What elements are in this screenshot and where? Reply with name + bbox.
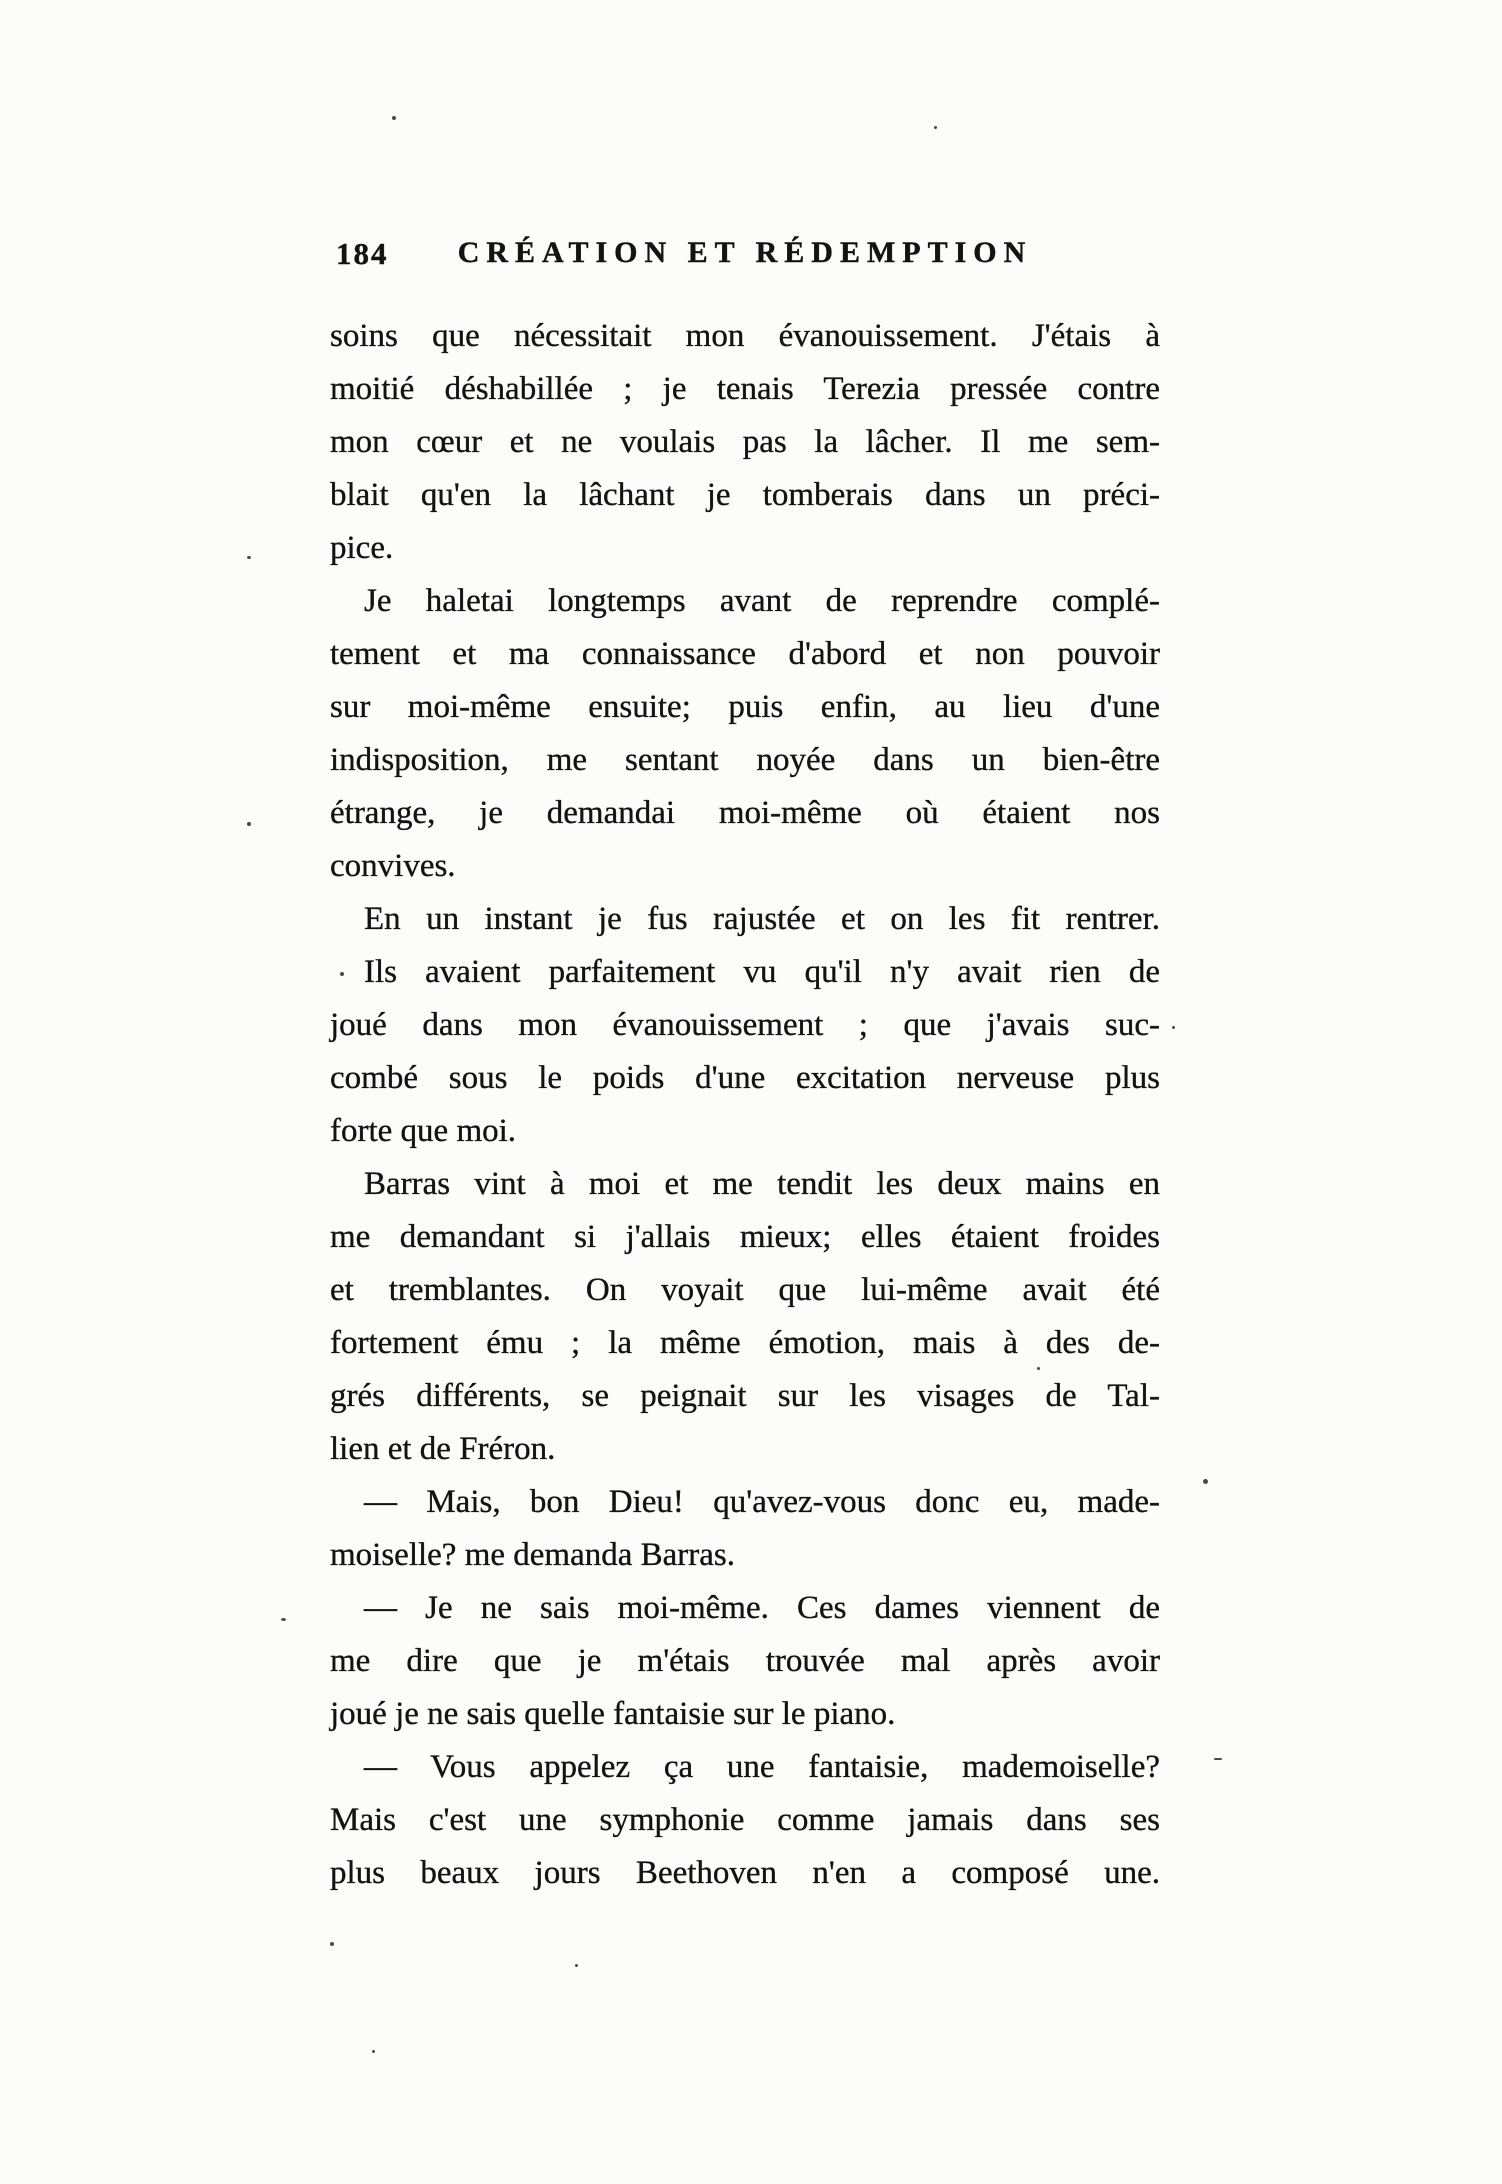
text-line: — Vous appelez ça une fantaisie, mademoiselle?	[364, 1749, 1160, 1785]
text-line: Je haletai longtemps avant de reprendre complé-	[364, 583, 1160, 619]
text-line: pice.	[330, 530, 394, 566]
scan-speck	[575, 1964, 578, 1967]
scan-speck	[1037, 1367, 1040, 1370]
scan-speck	[1214, 1758, 1222, 1760]
text-line: me dire que je m'étais trouvée mal après avoir	[330, 1643, 1160, 1679]
text-line: joué dans mon évanouissement ; que j'avais suc-	[330, 1007, 1160, 1043]
text-line: combé sous le poids d'une excitation nerveuse plus	[330, 1060, 1160, 1096]
text-line: et tremblantes. On voyait que lui-même avait été	[330, 1272, 1160, 1308]
text-line: mon cœur et ne voulais pas la lâcher. Il me sem-	[330, 424, 1160, 460]
scan-speck	[281, 1618, 286, 1621]
text-line: me demandant si j'allais mieux; elles étaient froides	[330, 1219, 1160, 1255]
text-line: lien et de Fréron.	[330, 1431, 556, 1467]
text-line: — Mais, bon Dieu! qu'avez-vous donc eu, made-	[364, 1484, 1160, 1520]
text-line: moitié déshabillée ; je tenais Terezia pressée contre	[330, 371, 1160, 407]
page-header	[330, 234, 1160, 276]
text-line: blait qu'en la lâchant je tomberais dans un préci-	[330, 477, 1160, 513]
scan-speck	[330, 1942, 334, 1946]
text-line: joué je ne sais quelle fantaisie sur le piano.	[330, 1696, 896, 1732]
page-number: 184	[336, 236, 389, 271]
text-line: étrange, je demandai moi-même où étaient nos	[330, 795, 1160, 831]
scan-speck	[247, 556, 251, 559]
text-line: forte que moi.	[330, 1113, 517, 1149]
text-line: moiselle? me demanda Barras.	[330, 1537, 736, 1573]
text-line: Ils avaient parfaitement vu qu'il n'y avait rien de	[364, 954, 1160, 990]
text-line: plus beaux jours Beethoven n'en a composé une.	[330, 1855, 1160, 1891]
scan-speck	[340, 972, 344, 976]
text-line: fortement ému ; la même émotion, mais à des de-	[330, 1325, 1160, 1361]
text-line: convives.	[330, 848, 456, 884]
scan-speck	[934, 126, 937, 129]
scan-speck	[372, 2050, 375, 2053]
scan-speck	[1172, 1026, 1175, 1029]
scan-speck	[247, 822, 251, 826]
text-line: soins que nécessitait mon évanouissement. J'étais à	[330, 318, 1160, 354]
text-line: grés différents, se peignait sur les visages de Tal-	[330, 1378, 1160, 1414]
page-body	[330, 310, 1160, 1900]
text-line: Barras vint à moi et me tendit les deux mains en	[364, 1166, 1160, 1202]
running-title: CRÉATION ET RÉDEMPTION	[457, 236, 1033, 269]
text-line: indisposition, me sentant noyée dans un bien-être	[330, 742, 1160, 778]
text-line: En un instant je fus rajustée et on les fit rentrer.	[364, 901, 1160, 937]
text-line: tement et ma connaissance d'abord et non pouvoir	[330, 636, 1160, 672]
text-line: — Je ne sais moi-même. Ces dames viennent de	[364, 1590, 1160, 1626]
scan-speck	[1203, 1479, 1208, 1484]
scan-speck	[392, 116, 396, 120]
text-line: sur moi-même ensuite; puis enfin, au lieu d'une	[330, 689, 1160, 725]
text-line: Mais c'est une symphonie comme jamais dans ses	[330, 1802, 1160, 1838]
